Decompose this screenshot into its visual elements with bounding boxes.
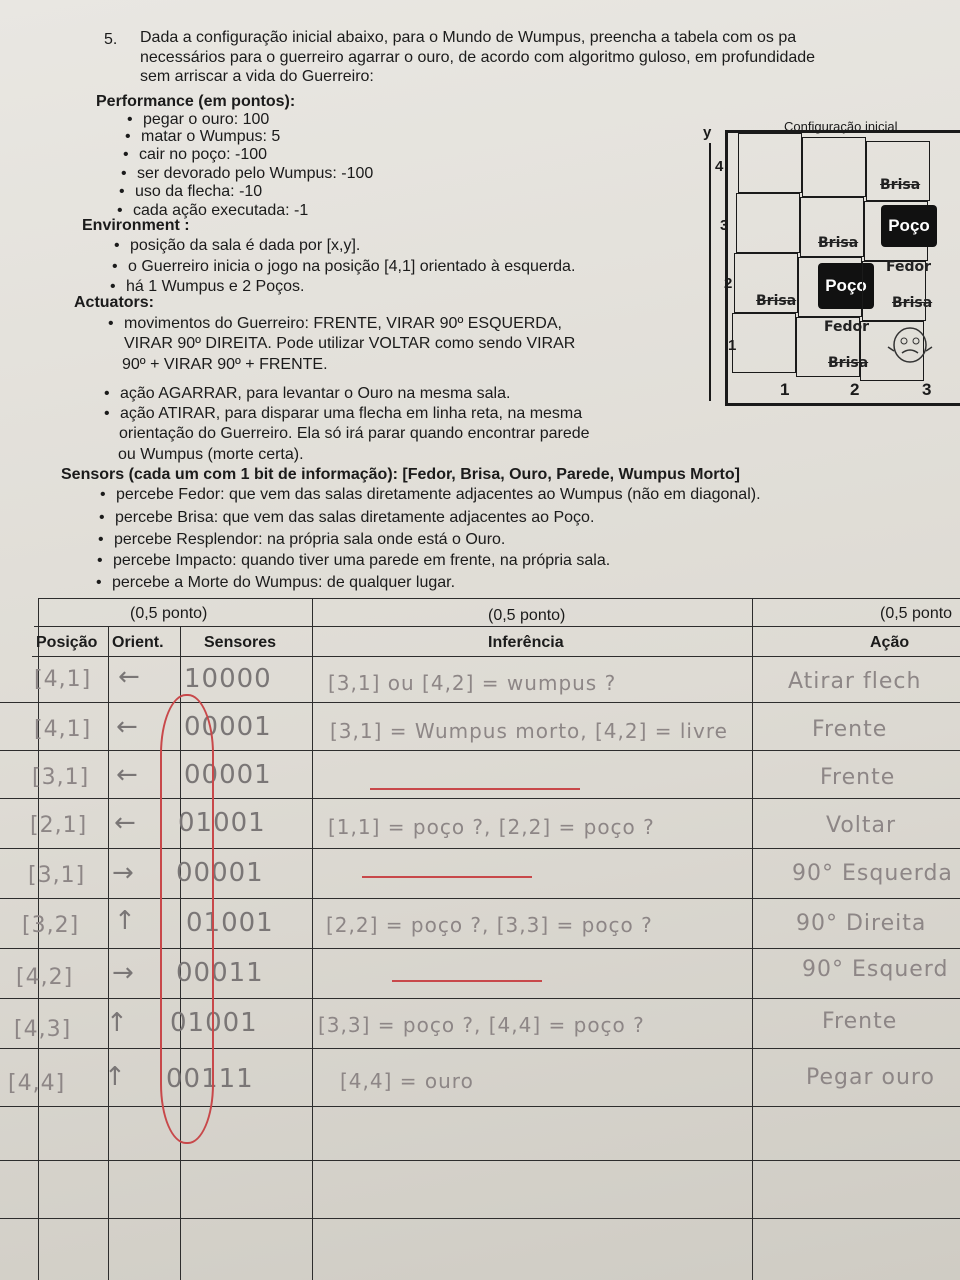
performance-item: • cair no poço: -100 bbox=[139, 145, 267, 164]
row-action: 90° Esquerd bbox=[802, 957, 949, 982]
row-orientation: ↑ bbox=[106, 1008, 129, 1038]
row-orientation: ↑ bbox=[104, 1062, 127, 1092]
column-header-orientation: Orient. bbox=[112, 634, 164, 651]
wumpus-icon bbox=[886, 321, 934, 367]
breeze-label: Brisa bbox=[880, 177, 921, 193]
points-label: (0,5 ponto bbox=[880, 605, 953, 622]
table-rule bbox=[34, 626, 960, 627]
row-inference: [2,2] = poço ?, [3,3] = poço ? bbox=[326, 913, 653, 937]
row-inference: [3,1] = Wumpus morto, [4,2] = livre bbox=[330, 719, 728, 743]
table-col-rule bbox=[312, 598, 313, 1280]
red-dash-mark bbox=[362, 876, 532, 878]
row-sensors: 01001 bbox=[178, 808, 266, 838]
col-label: 2 bbox=[850, 380, 860, 399]
row-position: [4,2] bbox=[16, 965, 74, 990]
actuators-item-cont: ou Wumpus (morte certa). bbox=[118, 446, 304, 463]
col-label: 1 bbox=[780, 380, 790, 399]
question-line-2: necessários para o guerreiro agarrar o ouro, de acordo com algoritmo guloso, em profundidade bbox=[140, 49, 816, 66]
row-orientation: ← bbox=[114, 808, 137, 838]
stench-label: Fedor bbox=[824, 319, 870, 335]
row-inference: [4,4] = ouro bbox=[340, 1069, 474, 1093]
points-label: (0,5 ponto) bbox=[130, 605, 208, 622]
red-circle-annotation bbox=[160, 694, 214, 1144]
performance-item: • ser devorado pelo Wumpus: -100 bbox=[137, 164, 373, 183]
row-sensors: 00001 bbox=[184, 760, 272, 790]
table-rule bbox=[0, 948, 960, 949]
breeze-label: Brisa bbox=[892, 295, 933, 311]
row-sensors: 00111 bbox=[166, 1064, 254, 1094]
row-action: 90° Esquerda bbox=[792, 861, 953, 886]
row-sensors: 00001 bbox=[176, 858, 264, 888]
row-orientation: ← bbox=[118, 662, 141, 692]
row-sensors: 10000 bbox=[184, 664, 272, 694]
table-rule bbox=[0, 1218, 960, 1219]
sensors-item: • percebe Impacto: quando tiver uma parede em frente, na própria sala. bbox=[113, 551, 610, 570]
row-orientation: ↑ bbox=[114, 906, 137, 936]
column-header-sensors: Sensores bbox=[204, 634, 277, 651]
column-header-action: Ação bbox=[870, 634, 910, 651]
diagram-title: Configuração inicial bbox=[784, 119, 898, 134]
row-inference: [3,1] ou [4,2] = wumpus ? bbox=[328, 671, 617, 695]
table-rule bbox=[32, 656, 960, 657]
row-position: [4,1] bbox=[34, 717, 92, 742]
question-number: 5. bbox=[104, 31, 118, 48]
row-action: Frente bbox=[812, 717, 888, 742]
row-sensors: 00011 bbox=[176, 958, 264, 988]
row-label: 1 bbox=[728, 337, 737, 354]
y-axis-label: y bbox=[703, 124, 712, 141]
red-dash-mark bbox=[392, 980, 542, 982]
table-rule bbox=[38, 598, 960, 599]
row-position: [4,4] bbox=[8, 1071, 66, 1096]
grid-cell bbox=[738, 133, 802, 193]
table-col-rule bbox=[752, 598, 753, 1280]
table-rule bbox=[0, 798, 960, 799]
row-orientation: → bbox=[112, 858, 135, 888]
row-position: [3,1] bbox=[32, 765, 90, 790]
table-rule bbox=[0, 1106, 960, 1107]
actuators-item: • movimentos do Guerreiro: FRENTE, VIRAR 90º ESQUERDA, bbox=[124, 314, 562, 333]
stench-label: Fedor bbox=[886, 259, 932, 275]
environment-item: • posição da sala é dada por [x,y]. bbox=[130, 236, 360, 255]
actuators-item-cont: VIRAR 90º DIREITA. Pode utilizar VOLTAR como sendo VIRAR bbox=[124, 335, 576, 352]
performance-item: • uso da flecha: -10 bbox=[135, 182, 262, 201]
question-line-1: Dada a configuração inicial abaixo, para o Mundo de Wumpus, preencha a tabela com os pa bbox=[140, 29, 797, 46]
row-action: 90° Direita bbox=[796, 911, 927, 936]
grid-cell bbox=[802, 137, 866, 197]
row-sensors: 00001 bbox=[184, 712, 272, 742]
row-action: Pegar ouro bbox=[806, 1065, 935, 1090]
points-label: (0,5 ponto) bbox=[488, 607, 566, 624]
actuators-item-cont: 90º + VIRAR 90º + FRENTE. bbox=[122, 356, 328, 373]
row-orientation: ← bbox=[116, 760, 139, 790]
red-dash-mark bbox=[370, 788, 580, 790]
actuators-item: • ação ATIRAR, para disparar uma flecha em linha reta, na mesma bbox=[120, 404, 582, 423]
actuators-item: • ação AGARRAR, para levantar o Ouro na mesma sala. bbox=[120, 384, 510, 403]
table-rule bbox=[0, 1160, 960, 1161]
y-axis-line bbox=[709, 143, 711, 401]
performance-item: • matar o Wumpus: 5 bbox=[141, 127, 280, 146]
column-header-position: Posição bbox=[36, 634, 98, 651]
question-line-3: sem arriscar a vida do Guerreiro: bbox=[140, 68, 374, 85]
breeze-label: Brisa bbox=[828, 355, 869, 371]
row-action: Frente bbox=[822, 1009, 898, 1034]
performance-item: • pegar o ouro: 100 bbox=[143, 110, 269, 129]
row-orientation: ← bbox=[116, 712, 139, 742]
sensors-item: • percebe Fedor: que vem das salas diretamente adjacentes ao Wumpus (não em diagonal). bbox=[116, 485, 761, 504]
sensors-item: • percebe a Morte do Wumpus: de qualquer lugar. bbox=[112, 573, 455, 592]
performance-heading: Performance (em pontos): bbox=[96, 93, 296, 110]
row-label: 2 bbox=[724, 275, 733, 292]
row-position: [4,3] bbox=[14, 1017, 72, 1042]
table-col-rule bbox=[38, 598, 39, 1280]
breeze-label: Brisa bbox=[756, 293, 797, 309]
actuators-item-cont: orientação do Guerreiro. Ela só irá parar quando encontrar parede bbox=[119, 425, 590, 442]
sensors-item: • percebe Resplendor: na própria sala onde está o Ouro. bbox=[114, 530, 505, 549]
actuators-heading: Actuators: bbox=[74, 294, 155, 311]
row-inference: [3,3] = poço ?, [4,4] = poço ? bbox=[318, 1013, 645, 1037]
performance-item: • cada ação executada: -1 bbox=[133, 201, 308, 220]
row-label: 3 bbox=[720, 217, 729, 234]
pit-tile: Poço bbox=[881, 205, 937, 247]
sensors-item: • percebe Brisa: que vem das salas diretamente adjacentes ao Poço. bbox=[115, 508, 594, 527]
environment-heading: Environment : bbox=[82, 217, 190, 234]
row-position: [3,2] bbox=[22, 913, 80, 938]
environment-item: • há 1 Wumpus e 2 Poços. bbox=[126, 277, 304, 296]
table-rule bbox=[0, 1048, 960, 1049]
row-inference: [1,1] = poço ?, [2,2] = poço ? bbox=[328, 815, 655, 839]
table-rule bbox=[0, 702, 960, 703]
row-action: Atirar flech bbox=[788, 669, 922, 694]
row-position: [2,1] bbox=[30, 813, 88, 838]
row-position: [4,1] bbox=[34, 667, 92, 692]
table-rule bbox=[0, 848, 960, 849]
row-position: [3,1] bbox=[28, 863, 86, 888]
table-rule bbox=[0, 898, 960, 899]
row-orientation: → bbox=[112, 958, 135, 988]
pit-tile: Poço bbox=[818, 263, 874, 309]
table-rule bbox=[0, 998, 960, 999]
grid-cell bbox=[732, 313, 796, 373]
row-sensors: 01001 bbox=[170, 1008, 258, 1038]
row-action: Voltar bbox=[826, 813, 897, 838]
environment-item: • o Guerreiro inicia o jogo na posição [4,1] orientado à esquerda. bbox=[128, 257, 575, 276]
sensors-heading: Sensors (cada um com 1 bit de informação): [Fedor, Brisa, Ouro, Parede, Wumpus Morto] bbox=[61, 466, 740, 483]
column-header-inference: Inferência bbox=[488, 634, 564, 651]
row-sensors: 01001 bbox=[186, 908, 274, 938]
table-rule bbox=[0, 750, 960, 751]
row-label: 4 bbox=[715, 158, 724, 175]
table-col-rule bbox=[108, 626, 109, 1280]
wumpus-grid bbox=[725, 130, 960, 406]
col-label: 3 bbox=[922, 380, 932, 399]
grid-cell bbox=[736, 193, 800, 253]
breeze-label: Brisa bbox=[818, 235, 859, 251]
answer-table bbox=[0, 598, 960, 1280]
row-action: Frente bbox=[820, 765, 896, 790]
